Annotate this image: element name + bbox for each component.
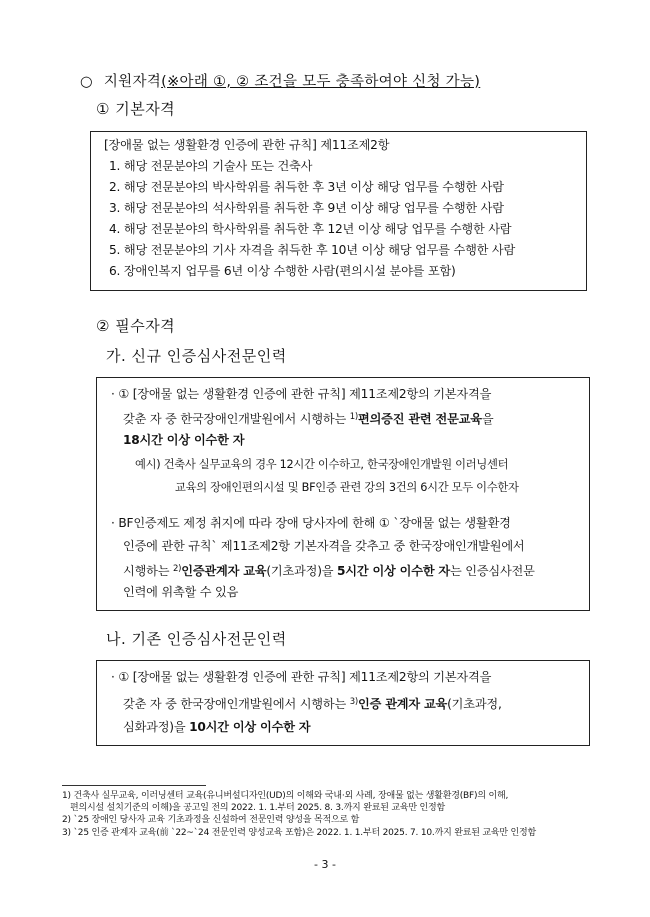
- basic-box-title: [장애물 없는 생활환경 인증에 관한 규칙] 제11조제2항: [104, 138, 390, 152]
- heading-condition: (※아래 ①, ② 조건을 모두 충족하여야 신청 가능): [161, 74, 481, 90]
- footnote-divider: [62, 785, 206, 786]
- basic-box: [90, 131, 587, 291]
- page-number: - 3 -: [314, 858, 336, 871]
- basic-item: 6. 장애인복지 업무를 6년 이상 수행한 사람(편의시설 분야를 포함): [109, 264, 456, 278]
- existing-p1-line3: [123, 717, 310, 738]
- basic-item: 2. 해당 전문분야의 박사학위를 취득한 후 3년 이상 해당 업무를 수행한 사람: [109, 180, 504, 194]
- new-p1-line2: [123, 407, 493, 430]
- text-span: 는 인증심사전문: [450, 564, 535, 578]
- basic-item: 4. 해당 전문분야의 학사학위를 취득한 후 12년 이상 해당 업무를 수행한 사람: [109, 222, 512, 236]
- required-title: ② 필수자격: [96, 317, 176, 335]
- bold-text: 인증관계자 교육: [181, 564, 267, 578]
- text-span: 심화과정)을: [123, 720, 190, 734]
- existing-p1-line2: [123, 692, 502, 715]
- heading-label: 지원자격: [103, 74, 162, 90]
- text-span: 갖춘 자 중 한국장애인개발원에서 시행하는: [123, 697, 350, 711]
- section-heading: [80, 70, 480, 91]
- text-span: 을: [481, 412, 494, 426]
- basic-title: ① 기본자격: [96, 100, 176, 118]
- new-p2-line3: [123, 559, 535, 582]
- new-box: [96, 377, 590, 611]
- bullet-circle: ○: [80, 74, 93, 90]
- footnote-1-line1: 1) 건축사 실무교육, 이러닝센터 교육(유니버설디자인(UD)의 이해와 국내·외 사례, 장애물 없는 생활환경(BF)의 이해,: [62, 791, 509, 801]
- text-span: 시행하는: [123, 564, 173, 578]
- text-span: (기초과정)을: [266, 564, 338, 578]
- basic-item: 5. 해당 전문분야의 기사 자격을 취득한 후 10년 이상 해당 업무를 수행한 사람: [109, 243, 516, 257]
- text-span: 갖춘 자 중 한국장애인개발원에서 시행하는: [123, 412, 350, 426]
- text-span: (기초과정,: [447, 697, 502, 711]
- bold-text: 인증 관계자 교육: [358, 697, 448, 711]
- footnote-1-line2: 편의시설 설치기준의 이해)을 공고일 전의 2022. 1. 1.부터 2025. 8. 3.까지 완료된 교육만 인정함: [62, 803, 445, 813]
- bold-text: 18시간 이상 이수한 자: [123, 433, 245, 447]
- footnote-ref: 1): [349, 412, 359, 422]
- bold-text: 5시간 이상 이수한 자: [337, 564, 451, 578]
- example-line2: 교육의 장애인편의시설 및 BF인증 관련 강의 3건의 6시간 모두 이수한자: [175, 481, 519, 494]
- existing-title: 나. 기존 인증심사전문인력: [106, 630, 287, 648]
- new-p2-line1: · BF인증제도 제정 취지에 따라 장애 당사자에 한해 ① `장애물 없는 생활환경: [111, 516, 511, 530]
- bold-text: 편의증진 관련 전문교육: [358, 412, 482, 426]
- new-p1-line3: [123, 430, 244, 451]
- new-title: 가. 신규 인증심사전문인력: [106, 347, 287, 365]
- new-p1-line1: · ① [장애물 없는 생활환경 인증에 관한 규칙] 제11조제2항의 기본자격을: [111, 387, 492, 401]
- footnote-3: 3) `25 인증 관계자 교육(前 `22~`24 전문인력 양성교육 포함)은 2022. 1. 1.부터 2025. 7. 10.까지 완료된 교육만 인정함: [62, 828, 537, 838]
- basic-item: 3. 해당 전문분야의 석사학위를 취득한 후 9년 이상 해당 업무를 수행한 사람: [109, 201, 504, 215]
- new-p2-line4: 인력에 위촉할 수 있음: [123, 585, 239, 599]
- footnote-ref: 3): [349, 697, 359, 707]
- footnote-ref: 2): [172, 564, 182, 574]
- example-line1: 예시) 건축사 실무교육의 경우 12시간 이수하고, 한국장애인개발원 이러닝센터: [135, 458, 509, 471]
- new-p2-line2: 인증에 관한 규칙` 제11조제2항 기본자격을 갖추고 중 한국장애인개발원에서: [123, 539, 525, 553]
- basic-item: 1. 해당 전문분야의 기술사 또는 건축사: [109, 159, 313, 173]
- existing-p1-line1: · ① [장애물 없는 생활환경 인증에 관한 규칙] 제11조제2항의 기본자격을: [111, 670, 492, 684]
- bold-text: 10시간 이상 이수한 자: [189, 720, 311, 734]
- footnote-2: 2) `25 장애인 당사자 교육 기초과정을 신설하여 전문인력 양성을 목적으로 함: [62, 815, 360, 825]
- existing-box: [96, 660, 590, 746]
